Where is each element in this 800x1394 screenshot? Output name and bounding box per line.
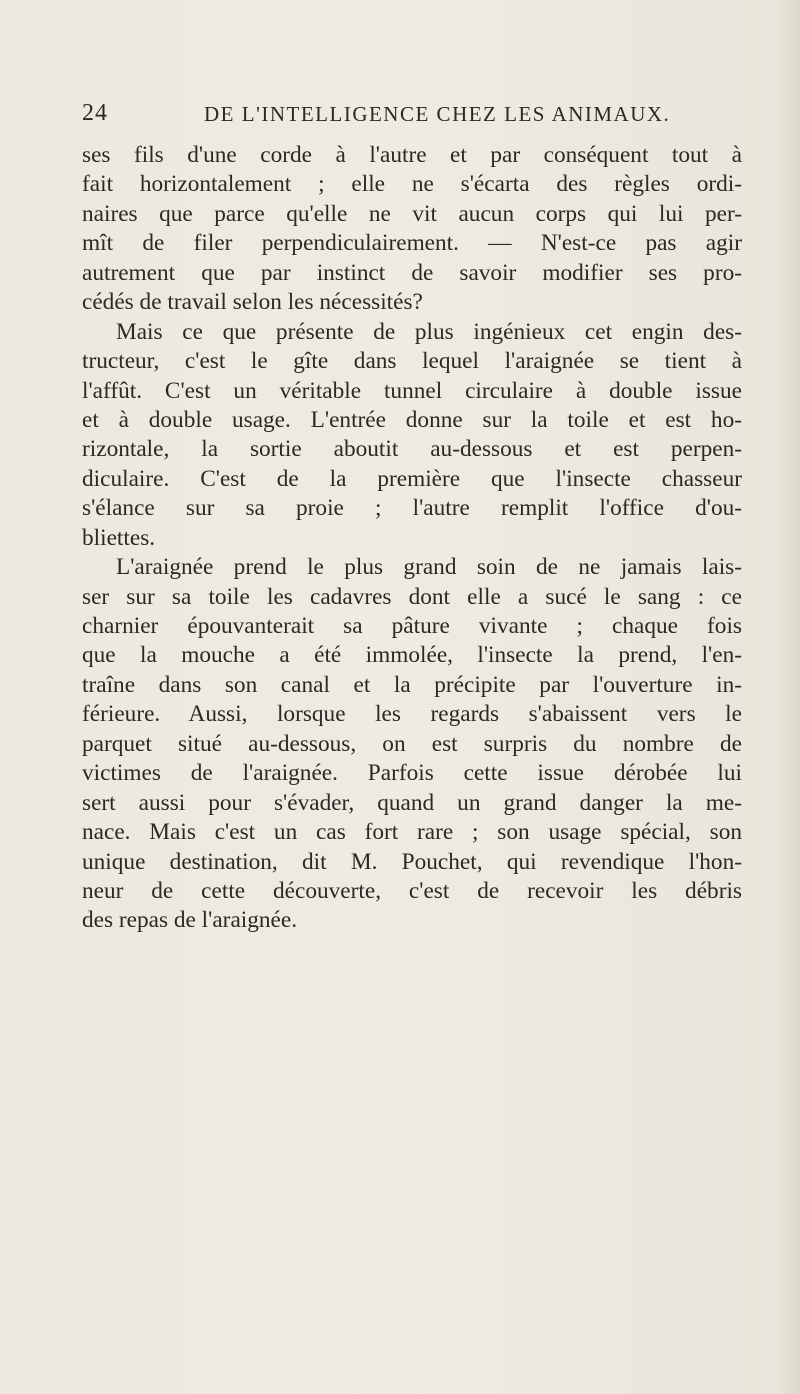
text-line: cédés de travail selon les nécessités? [82,289,423,316]
text-line: L'araignée prend le plus grand soin de ne jamais lais- [116,554,742,581]
text-line: diculaire. C'est de la première que l'insecte chasseur [82,465,742,492]
text-line: ses fils d'une corde à l'autre et par conséquent tout à [82,142,742,168]
running-title: DE L'INTELLIGENCE CHEZ LES ANIMAUX. [204,102,671,126]
text-line: bliettes. [82,524,156,551]
text-line: fait horizontalement ; elle ne s'écarta des règles ordi- [82,171,742,198]
text-line: traîne dans son canal et la précipite par l'ouverture in- [82,671,742,698]
text-line: Mais ce que présente de plus ingénieux cet engin des- [116,318,742,345]
text-line: s'élance sur sa proie ; l'autre remplit l'office d'ou- [82,495,742,522]
text-line: et à double usage. L'entrée donne sur la toile et est ho- [82,406,742,433]
page-header [82,100,742,130]
text-line: neur de cette découverte, c'est de recevoir les débris [82,877,742,904]
text-line: des repas de l'araignée. [82,907,298,934]
body-text [82,141,742,936]
text-line: naires que parce qu'elle ne vit aucun corps qui lui per- [82,200,742,227]
page-number: 24 [82,100,108,126]
text-line: victimes de l'araignée. Parfois cette issue dérobée lui [82,760,742,787]
text-line: unique destination, dit M. Pouchet, qui revendique l'hon- [82,848,742,875]
text-line: nace. Mais c'est un cas fort rare ; son usage spécial, son [82,819,742,846]
text-line: rizontale, la sortie aboutit au-dessous et est perpen- [82,436,742,463]
text-line: sert aussi pour s'évader, quand un grand danger la me- [82,789,742,816]
text-line: charnier épouvanterait sa pâture vivante ; chaque fois [82,613,742,639]
text-line: l'affût. C'est un véritable tunnel circulaire à double issue [82,377,742,404]
text-line: tructeur, c'est le gîte dans lequel l'araignée se tient à [82,348,742,375]
text-line: parquet situé au-dessous, on est surpris du nombre de [82,730,742,757]
text-line: férieure. Aussi, lorsque les regards s'abaissent vers le [82,701,742,728]
text-line: autrement que par instinct de savoir modifier ses pro- [82,259,742,286]
text-line: ser sur sa toile les cadavres dont elle a sucé le sang : ce [82,583,742,610]
text-line: que la mouche a été immolée, l'insecte la prend, l'en- [82,642,742,669]
text-line: mît de filer perpendiculairement. — N'est-ce pas agir [82,230,742,257]
